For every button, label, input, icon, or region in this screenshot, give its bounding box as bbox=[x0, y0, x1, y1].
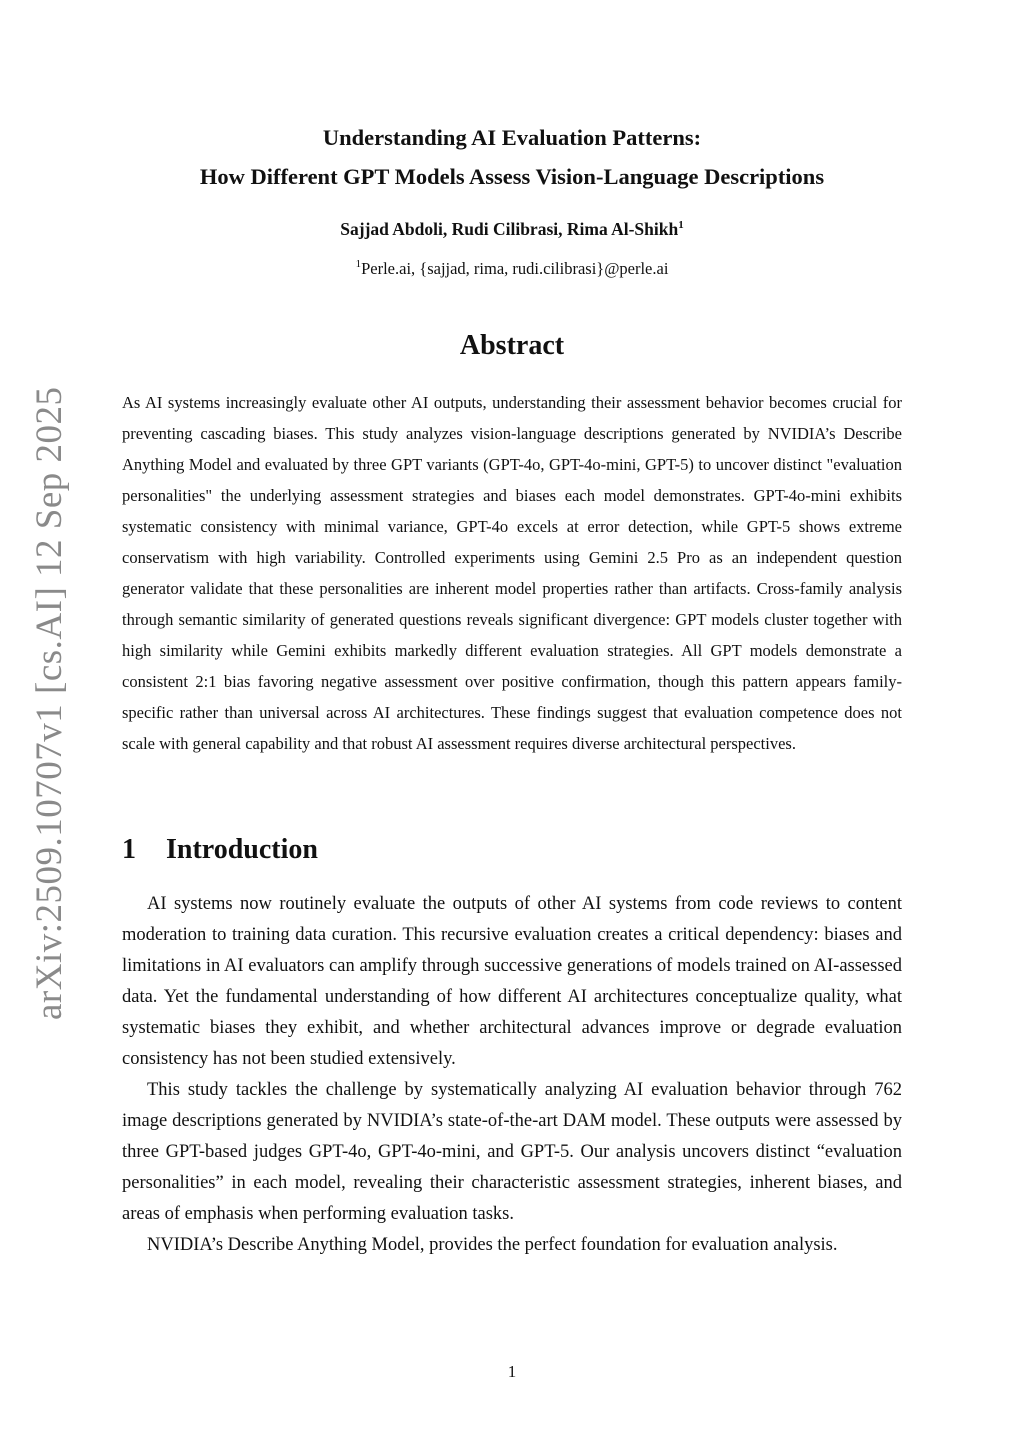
title-line-2: How Different GPT Models Assess Vision-Language Descriptions bbox=[199, 164, 825, 189]
intro-paragraph-2: This study tackles the challenge by systematically analyzing AI evaluation behavior through 762 image descriptions generated by NVIDIA’s state-of-the-art DAM model. These outputs were assessed by three GPT-based judges GPT-4o, GPT-4o-mini, and GPT-5. Our analysis uncovers distinct “evaluation personalities” in each model, revealing their characteristic assessment strategies, inherent biases, and areas of emphasis when performing evaluation tasks. bbox=[122, 1080, 902, 1224]
page-number: 1 bbox=[507, 1362, 517, 1381]
introduction-body bbox=[122, 889, 902, 1261]
affiliation-marker: 1 bbox=[355, 258, 362, 270]
abstract-heading: Abstract bbox=[459, 330, 565, 361]
section-title: Introduction bbox=[166, 834, 318, 865]
section-number: 1 bbox=[122, 834, 136, 865]
paper-title bbox=[0, 118, 1024, 196]
intro-paragraph-1: AI systems now routinely evaluate the outputs of other AI systems from code reviews to content moderation to training data curation. This recursive evaluation creates a critical dependency: biases and limitations in AI evaluators can amplify through successive generations of models trained on AI-assessed data. Yet the fundamental understanding of how different AI architectures conceptualize quality, what systematic biases they exhibit, and whether architectural advances improve or degrade evaluation consistency has not been studied extensively. bbox=[122, 894, 902, 1069]
section-heading-introduction bbox=[122, 830, 318, 870]
intro-paragraph-3: NVIDIA’s Describe Anything Model, provides the perfect foundation for evaluation analysis. bbox=[147, 1235, 838, 1255]
abstract-text: As AI systems increasingly evaluate other AI outputs, understanding their assessment behavior becomes crucial for preventing cascading biases. This study analyzes vision-language descriptions generated by NVIDIA’s Describe Anything Model and evaluated by three GPT variants (GPT-4o, GPT-4o-mini, GPT-5) to uncover distinct "evaluation personalities" the underlying assessment strategies and biases each model demonstrates. GPT-4o-mini exhibits systematic consistency with minimal variance, GPT-4o excels at error detection, while GPT-5 shows extreme conservatism with high variability. Controlled experiments using Gemini 2.5 Pro as an independent question generator validate that these personalities are inherent model properties rather than artifacts. Cross-family analysis through semantic similarity of generated questions reveals significant divergence: GPT models cluster together with high similarity while Gemini exhibits markedly different evaluation strategies. All GPT models demonstrate a consistent 2:1 bias favoring negative assessment over positive confirmation, though this pattern appears family-specific rather than universal across AI architectures. These findings suggest that evaluation competence does not scale with general capability and that robust AI assessment requires diverse architectural perspectives. bbox=[122, 393, 902, 753]
affiliation bbox=[0, 255, 1024, 283]
author-list bbox=[0, 215, 1024, 243]
affiliation-text: Perle.ai, {sajjad, rima, rudi.cilibrasi}@perle.ai bbox=[361, 259, 669, 278]
author-affiliation-marker: 1 bbox=[678, 219, 684, 231]
title-line-1: Understanding AI Evaluation Patterns: bbox=[322, 125, 702, 150]
arxiv-identifier: arXiv:2509.10707v1 [cs.AI] 12 Sep 2025 bbox=[29, 386, 70, 1020]
author-names: Sajjad Abdoli, Rudi Cilibrasi, Rima Al-Shikh bbox=[340, 219, 679, 239]
